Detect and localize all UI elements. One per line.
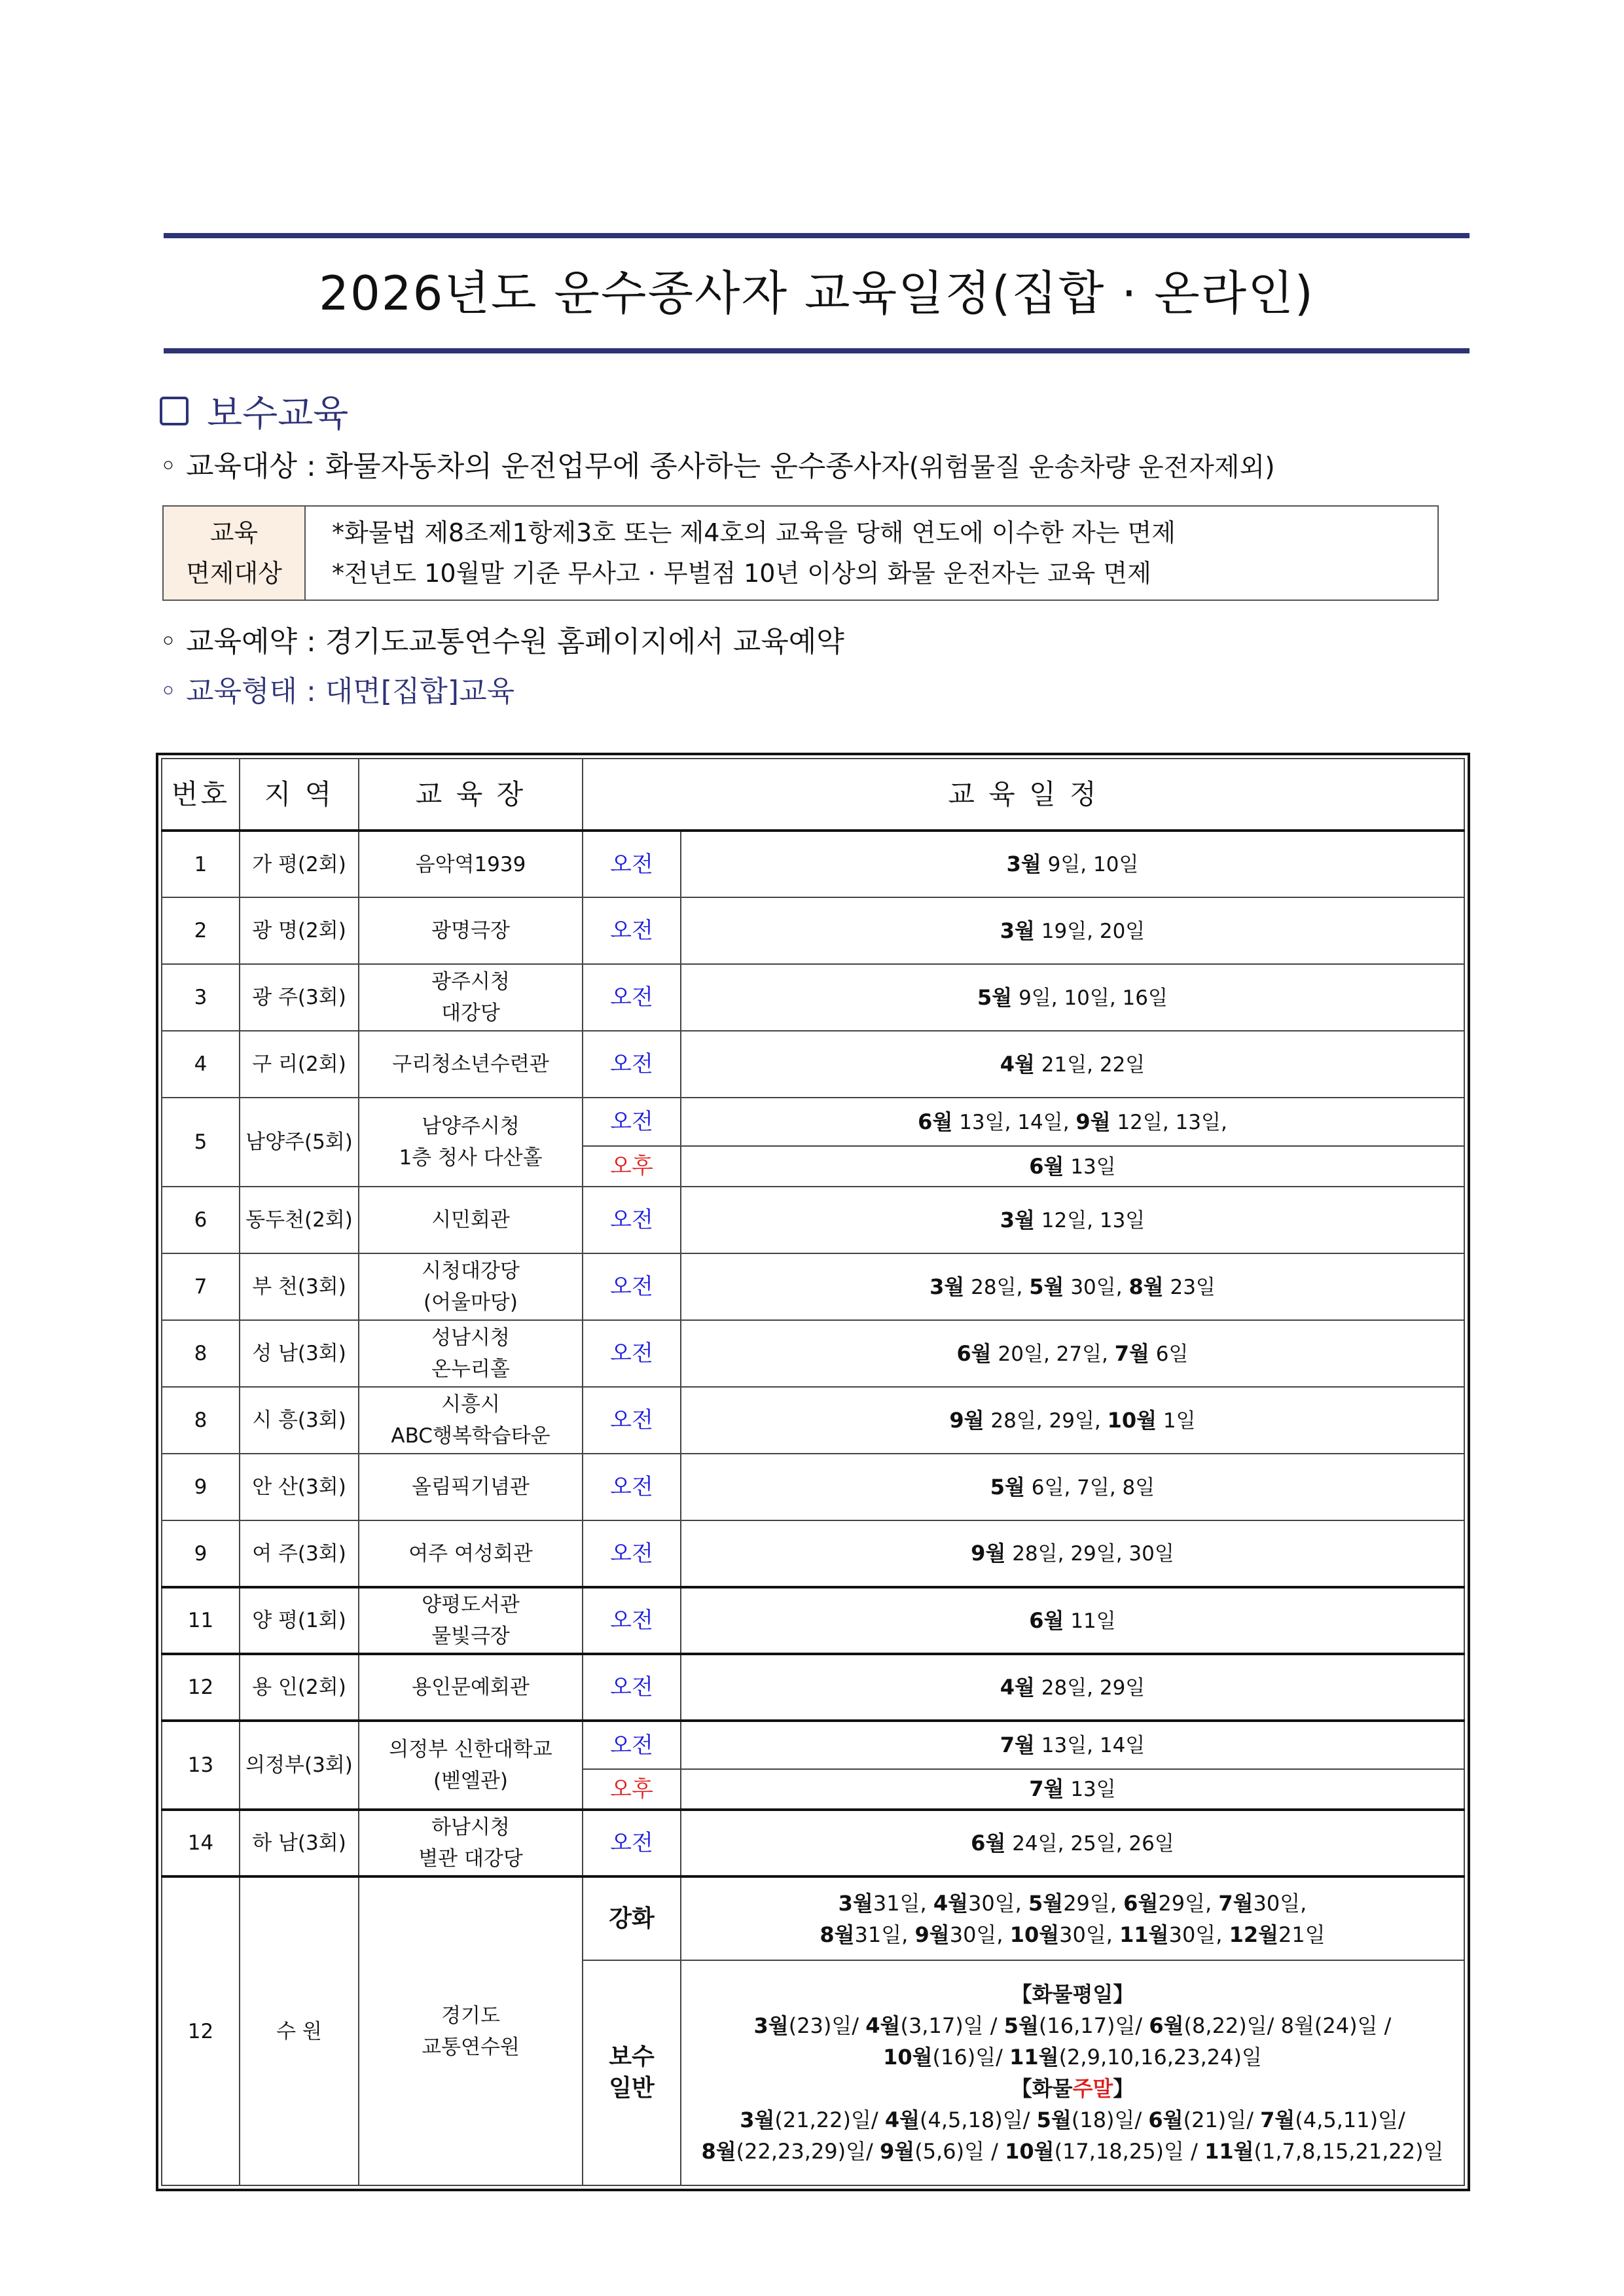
table-row-suwon <box>162 1876 1464 1960</box>
weekend-label: 【화물주말】 <box>1011 2076 1134 2101</box>
row-venue: 여주 여성회관 <box>359 1520 583 1587</box>
row-no: 13 <box>162 1721 240 1810</box>
row-session: 오전 <box>583 1454 681 1520</box>
row-no: 12 <box>162 1876 240 2185</box>
row-region: 동두천(2회) <box>240 1187 359 1253</box>
top-rule <box>164 233 1470 238</box>
header-schedule: 교 육 일 정 <box>583 759 1464 831</box>
exemption-line1: *화물법 제8조제1항제3호 또는 제4호의 교육을 당해 연도에 이수한 자는 면제 <box>332 518 1176 547</box>
row-session: 오전 <box>583 1031 681 1098</box>
table-row <box>162 1587 1464 1654</box>
row-region: 남양주(5회) <box>240 1098 359 1187</box>
row-region: 시 흥(3회) <box>240 1387 359 1454</box>
row-dates: 6월 24일, 25일, 26일 <box>681 1810 1464 1876</box>
row-region: 용 인(2회) <box>240 1654 359 1721</box>
row-session-pm: 오후 <box>583 1769 681 1810</box>
weekday-line2: 10월(16)일/ 11월(2,9,10,16,23,24)일 <box>883 2045 1262 2070</box>
row-venue: 음악역1939 <box>359 831 583 897</box>
row-venue: 용인문예회관 <box>359 1654 583 1721</box>
page-title: 2026년도 운수종사자 교육일정(집합 · 온라인) <box>319 266 1314 321</box>
header-region: 지 역 <box>240 759 359 831</box>
row-no: 6 <box>162 1187 240 1253</box>
row-region: 광 명(2회) <box>240 897 359 964</box>
row-no: 9 <box>162 1454 240 1520</box>
row-dates: 5월 9일, 10일, 16일 <box>681 964 1464 1031</box>
table-row <box>162 1031 1464 1098</box>
row-session: 오전 <box>583 1320 681 1387</box>
exemption-box <box>162 505 1439 601</box>
row-venue: 경기도 교통연수원 <box>359 1876 583 2185</box>
weekday-line1: 3월(23)일/ 4월(3,17)일 / 5월(16,17)일/ 6월(8,22)일/ 8월(24)일 / <box>753 2013 1392 2038</box>
row-no: 8 <box>162 1387 240 1454</box>
row-dates: 6월 20일, 27일, 7월 6일 <box>681 1320 1464 1387</box>
row-dates-pm: 6월 13일 <box>681 1146 1464 1187</box>
table-row <box>162 1654 1464 1721</box>
row-venue: 구리청소년수련관 <box>359 1031 583 1098</box>
row-venue: 하남시청 별관 대강당 <box>359 1810 583 1876</box>
table-header-row <box>162 759 1464 831</box>
row-session: 오전 <box>583 1520 681 1587</box>
title-underline <box>164 348 1470 353</box>
row-no: 4 <box>162 1031 240 1098</box>
table-row <box>162 1520 1464 1587</box>
row-session: 오전 <box>583 1253 681 1320</box>
exemption-text <box>306 507 1176 600</box>
row-dates: 6월 11일 <box>681 1587 1464 1654</box>
row-no: 5 <box>162 1098 240 1187</box>
row-region: 양 평(1회) <box>240 1587 359 1654</box>
row-venue: 남양주시청 1층 청사 다산홀 <box>359 1098 583 1187</box>
row-session-pm: 오후 <box>583 1146 681 1187</box>
row-no: 14 <box>162 1810 240 1876</box>
row-venue: 의정부 신한대학교 (벧엘관) <box>359 1721 583 1810</box>
section-heading-label: 보수교육 <box>207 393 349 435</box>
schedule-table-frame <box>156 753 1470 2191</box>
row-dates: 3월 12일, 13일 <box>681 1187 1464 1253</box>
row-venue: 광주시청 대강당 <box>359 964 583 1031</box>
row-region: 부 천(3회) <box>240 1253 359 1320</box>
row-dates: 9월 28일, 29일, 10월 1일 <box>681 1387 1464 1454</box>
row-session: 오전 <box>583 897 681 964</box>
row-venue: 양평도서관 물빛극장 <box>359 1587 583 1654</box>
table-row <box>162 1721 1464 1769</box>
header-no: 번호 <box>162 759 240 831</box>
row-session: 오전 <box>583 831 681 897</box>
intensive-line2: 8월31일, 9월30일, 10월30일, 11월30일, 12월21일 <box>820 1922 1326 1947</box>
row-no: 11 <box>162 1587 240 1654</box>
row-session: 오전 <box>583 1587 681 1654</box>
course-type-general: 보수 일반 <box>583 1960 681 2185</box>
table-row <box>162 1810 1464 1876</box>
row-venue: 올림픽기념관 <box>359 1454 583 1520</box>
row-region: 구 리(2회) <box>240 1031 359 1098</box>
row-dates: 3월 28일, 5월 30일, 8월 23일 <box>681 1253 1464 1320</box>
table-row <box>162 831 1464 897</box>
education-target-note: (위험물질 운송차량 운전자제외) <box>909 452 1275 482</box>
schedule-table <box>161 758 1465 2186</box>
table-row <box>162 964 1464 1031</box>
course-type-intensive: 강화 <box>583 1876 681 1960</box>
row-dates: 4월 21일, 22일 <box>681 1031 1464 1098</box>
table-row <box>162 897 1464 964</box>
table-row <box>162 1253 1464 1320</box>
row-venue: 시흥시 ABC행복학습타운 <box>359 1387 583 1454</box>
section-heading <box>160 385 348 437</box>
row-no: 1 <box>162 831 240 897</box>
row-venue: 광명극장 <box>359 897 583 964</box>
row-dates: 3월 9일, 10일 <box>681 831 1464 897</box>
row-region: 의정부(3회) <box>240 1721 359 1810</box>
exemption-label-line2: 면제대상 <box>186 559 282 588</box>
row-region: 가 평(2회) <box>240 831 359 897</box>
row-session: 오전 <box>583 1387 681 1454</box>
weekday-label: 【화물평일】 <box>1011 1982 1134 2007</box>
row-venue: 시청대강당 (어울마당) <box>359 1253 583 1320</box>
education-target <box>160 442 1275 484</box>
row-no: 8 <box>162 1320 240 1387</box>
table-row <box>162 1320 1464 1387</box>
general-dates <box>681 1960 1464 2185</box>
table-row <box>162 1387 1464 1454</box>
row-dates: 3월 19일, 20일 <box>681 897 1464 964</box>
row-dates-pm: 7월 13일 <box>681 1769 1464 1810</box>
row-no: 2 <box>162 897 240 964</box>
exemption-line2: *전년도 10월말 기준 무사고 · 무벌점 10년 이상의 화물 운전자는 교육 면제 <box>332 559 1151 588</box>
row-no: 3 <box>162 964 240 1031</box>
education-target-text: ◦ 교육대상 : 화물자동차의 운전업무에 종사하는 운수종사자 <box>160 450 909 483</box>
row-no: 7 <box>162 1253 240 1320</box>
exemption-label <box>164 507 306 600</box>
row-region: 여 주(3회) <box>240 1520 359 1587</box>
row-region: 광 주(3회) <box>240 964 359 1031</box>
intensive-line1: 3월31일, 4월30일, 5월29일, 6월29일, 7월30일, <box>838 1890 1307 1916</box>
checkbox-icon <box>160 397 189 425</box>
header-venue: 교 육 장 <box>359 759 583 831</box>
table-row <box>162 1454 1464 1520</box>
education-booking: ◦ 교육예약 : 경기도교통연수원 홈페이지에서 교육예약 <box>160 625 844 658</box>
education-format: ◦ 교육형태 : 대면[집합]교육 <box>160 675 515 708</box>
row-session: 오전 <box>583 1098 681 1146</box>
row-session: 오전 <box>583 964 681 1031</box>
row-no: 12 <box>162 1654 240 1721</box>
row-no: 9 <box>162 1520 240 1587</box>
row-session: 오전 <box>583 1187 681 1253</box>
row-dates: 4월 28일, 29일 <box>681 1654 1464 1721</box>
row-dates: 6월 13일, 14일, 9월 12일, 13일, <box>681 1098 1464 1146</box>
row-venue: 성남시청 온누리홀 <box>359 1320 583 1387</box>
row-dates: 9월 28일, 29일, 30일 <box>681 1520 1464 1587</box>
row-venue: 시민회관 <box>359 1187 583 1253</box>
weekend-line1: 3월(21,22)일/ 4월(4,5,18)일/ 5월(18)일/ 6월(21)일/ 7월(4,5,11)일/ <box>740 2108 1405 2132</box>
table-row <box>162 1187 1464 1253</box>
row-region: 수 원 <box>240 1876 359 2185</box>
row-dates: 7월 13일, 14일 <box>681 1721 1464 1769</box>
weekend-line2: 8월(22,23,29)일/ 9월(5,6)일 / 10월(17,18,25)일 / 11월(1,7,8,15,21,22)일 <box>701 2139 1444 2164</box>
exemption-label-line1: 교육 <box>209 518 259 547</box>
row-region: 안 산(3회) <box>240 1454 359 1520</box>
row-session: 오전 <box>583 1810 681 1876</box>
intensive-dates <box>681 1876 1464 1960</box>
row-dates: 5월 6일, 7일, 8일 <box>681 1454 1464 1520</box>
row-session: 오전 <box>583 1721 681 1769</box>
table-row <box>162 1098 1464 1146</box>
row-region: 성 남(3회) <box>240 1320 359 1387</box>
row-session: 오전 <box>583 1654 681 1721</box>
row-region: 하 남(3회) <box>240 1810 359 1876</box>
